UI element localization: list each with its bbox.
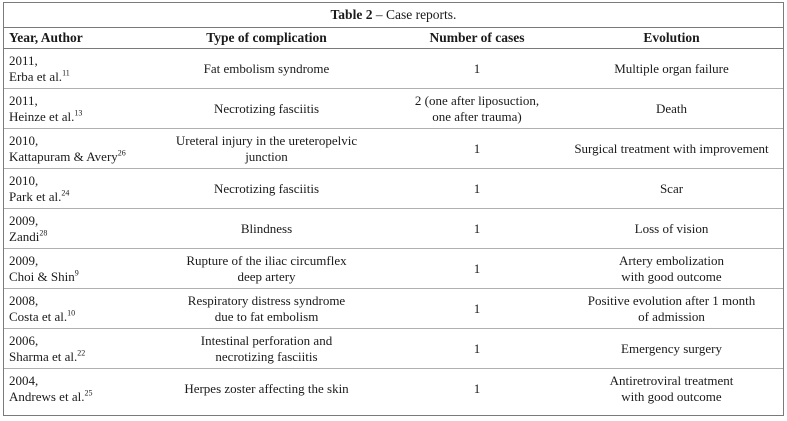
reference-number: 26 <box>117 148 126 158</box>
cell-cases-line: 1 <box>473 380 481 396</box>
year: 2011, <box>9 92 38 108</box>
cell-evolution-line: Surgical treatment with improvement <box>574 140 769 156</box>
table-row <box>4 249 783 289</box>
cell-complication <box>139 289 394 329</box>
cell-cases <box>394 89 560 129</box>
cell-complication <box>139 369 394 409</box>
cell-cases <box>394 169 560 209</box>
table-caption-text: – Case reports. <box>372 7 457 22</box>
cell-complication-line: junction <box>245 148 288 164</box>
cell-evolution-line: of admission <box>638 308 705 324</box>
cell-year-author <box>4 129 139 169</box>
author: Kattapuram & Avery <box>9 148 118 164</box>
table-row <box>4 329 783 369</box>
reference-number: 25 <box>84 388 93 398</box>
year: 2004, <box>9 372 39 388</box>
table-row <box>4 169 783 209</box>
cell-cases-line: 1 <box>473 340 481 356</box>
header-evolution: Evolution <box>560 28 783 49</box>
cell-year-author <box>4 289 139 329</box>
table-row <box>4 49 783 89</box>
cell-cases <box>394 129 560 169</box>
cell-complication-line: due to fat embolism <box>214 308 319 324</box>
cell-cases-line: 1 <box>473 220 481 236</box>
cell-complication <box>139 129 394 169</box>
header-complication: Type of complication <box>139 28 394 49</box>
table-row <box>4 289 783 329</box>
cell-evolution <box>560 89 783 129</box>
header-cases: Number of cases <box>394 28 560 49</box>
author-line <box>9 189 139 205</box>
cell-evolution <box>560 169 783 209</box>
reference-number: 28 <box>39 228 48 238</box>
cell-complication <box>139 169 394 209</box>
cell-complication-line: deep artery <box>237 268 296 284</box>
cell-complication <box>139 49 394 89</box>
reference-number: 22 <box>77 348 86 358</box>
cell-complication <box>139 89 394 129</box>
cell-year-author <box>4 209 139 249</box>
author-line <box>9 349 139 365</box>
cell-complication-line: Intestinal perforation and <box>200 332 333 348</box>
cell-evolution-line: Multiple organ failure <box>614 60 729 76</box>
cell-evolution-line: with good outcome <box>621 388 722 404</box>
year: 2011, <box>9 52 38 68</box>
author-line <box>9 149 139 165</box>
cell-cases-line: 2 (one after liposuction, <box>414 92 540 108</box>
cell-evolution <box>560 249 783 289</box>
year: 2009, <box>9 212 39 228</box>
case-reports-table-container <box>3 2 784 416</box>
year: 2010, <box>9 172 39 188</box>
author: Sharma et al. <box>9 348 78 364</box>
reference-number: 11 <box>62 68 70 78</box>
author-line <box>9 389 139 405</box>
cell-evolution <box>560 369 783 409</box>
cell-complication-line: Rupture of the iliac circumflex <box>186 252 347 268</box>
year: 2008, <box>9 292 39 308</box>
table-body <box>4 49 783 409</box>
cell-complication-line: Respiratory distress syndrome <box>187 292 346 308</box>
year: 2010, <box>9 132 39 148</box>
cell-evolution-line: Emergency surgery <box>621 340 722 356</box>
author: Zandi <box>9 228 40 244</box>
year: 2009, <box>9 252 39 268</box>
cell-cases-line: one after trauma) <box>432 108 522 124</box>
cell-complication <box>139 329 394 369</box>
cell-year-author <box>4 49 139 89</box>
header-year-author: Year, Author <box>4 28 139 49</box>
cell-cases-line: 1 <box>473 60 481 76</box>
table-caption <box>4 3 783 28</box>
cell-cases <box>394 209 560 249</box>
cell-evolution-line: Positive evolution after 1 month <box>587 292 756 308</box>
case-reports-table <box>4 28 783 408</box>
cell-evolution <box>560 289 783 329</box>
cell-evolution-line: Artery embolization <box>618 252 725 268</box>
cell-evolution-line: Antiretroviral treatment <box>609 372 734 388</box>
cell-evolution <box>560 329 783 369</box>
cell-cases <box>394 329 560 369</box>
cell-complication-line: necrotizing fasciitis <box>215 348 318 364</box>
author: Park et al. <box>9 188 62 204</box>
table-row <box>4 129 783 169</box>
author: Erba et al. <box>9 68 63 84</box>
table-row <box>4 369 783 409</box>
cell-complication <box>139 249 394 289</box>
cell-evolution-line: Scar <box>659 180 684 196</box>
author-line <box>9 69 139 85</box>
cell-cases-line: 1 <box>473 180 481 196</box>
reference-number: 13 <box>74 108 83 118</box>
cell-year-author <box>4 89 139 129</box>
cell-cases <box>394 49 560 89</box>
cell-cases-line: 1 <box>473 140 481 156</box>
author-line <box>9 109 139 125</box>
author-line <box>9 309 139 325</box>
table-header-row <box>4 28 783 49</box>
author: Costa et al. <box>9 308 68 324</box>
cell-evolution <box>560 129 783 169</box>
cell-year-author <box>4 369 139 409</box>
cell-evolution-line: Death <box>655 100 688 116</box>
cell-evolution-line: Loss of vision <box>634 220 709 236</box>
cell-year-author <box>4 329 139 369</box>
reference-number: 10 <box>67 308 76 318</box>
table-row <box>4 89 783 129</box>
year: 2006, <box>9 332 39 348</box>
reference-number: 24 <box>61 188 70 198</box>
cell-cases-line: 1 <box>473 260 481 276</box>
table-row <box>4 209 783 249</box>
cell-complication-line: Necrotizing fasciitis <box>213 100 320 116</box>
cell-complication-line: Ureteral injury in the ureteropelvic <box>175 132 358 148</box>
author: Choi & Shin <box>9 268 75 284</box>
cell-cases-line: 1 <box>473 300 481 316</box>
reference-number: 9 <box>74 268 79 278</box>
cell-cases <box>394 369 560 409</box>
cell-evolution <box>560 209 783 249</box>
cell-year-author <box>4 249 139 289</box>
author: Andrews et al. <box>9 388 85 404</box>
author: Heinze et al. <box>9 108 75 124</box>
cell-cases <box>394 249 560 289</box>
cell-year-author <box>4 169 139 209</box>
cell-complication-line: Herpes zoster affecting the skin <box>184 380 349 396</box>
cell-evolution <box>560 49 783 89</box>
cell-complication-line: Necrotizing fasciitis <box>213 180 320 196</box>
cell-complication-line: Fat embolism syndrome <box>203 60 330 76</box>
author-line <box>9 269 139 285</box>
author-line <box>9 229 139 245</box>
cell-complication <box>139 209 394 249</box>
cell-complication-line: Blindness <box>240 220 293 236</box>
table-caption-label: Table 2 <box>330 7 373 22</box>
cell-evolution-line: with good outcome <box>621 268 722 284</box>
cell-cases <box>394 289 560 329</box>
